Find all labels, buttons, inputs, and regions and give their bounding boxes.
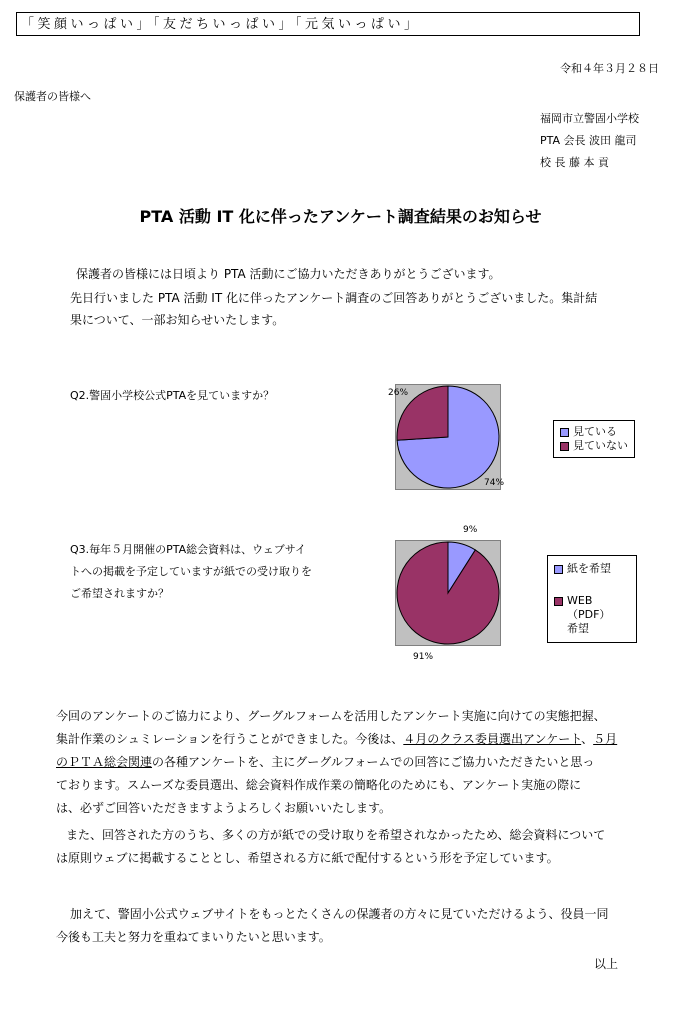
- q3-question-line-3: ご希望されますか？: [70, 587, 169, 600]
- closing-remark: 以上: [594, 957, 619, 971]
- addressee: 保護者の皆様へ: [14, 90, 91, 103]
- q3-question-line-2: トへの掲載を予定していますが紙での受け取りを: [70, 565, 312, 578]
- legend-swatch-paper: [554, 565, 563, 574]
- body-text: 集計作業のシュミレーションを行うことができました。今後は、: [56, 732, 404, 746]
- body-paragraph-2: [56, 824, 605, 870]
- legend-swatch-web: [554, 597, 563, 606]
- legend-label: 見ている: [573, 425, 617, 438]
- q3-legend-item: [554, 562, 630, 576]
- sender-pta-president: PTA 会長 波田 龍司: [540, 134, 637, 147]
- q2-pie-svg: [396, 385, 500, 489]
- q3-label-web: 91%: [413, 652, 434, 662]
- body-line: は、必ずご回答いただきますようよろしくお願いいたします。: [56, 801, 392, 815]
- document-date: 令和４年３月２８日: [560, 62, 659, 75]
- body-paragraph-1: [56, 705, 656, 820]
- body-line: は原則ウェブに掲載することとし、希望される方に紙で配付するという形を予定しています。: [56, 851, 559, 865]
- legend-swatch-viewing: [560, 428, 569, 437]
- q3-label-paper: 9%: [463, 525, 478, 535]
- body-line: [56, 751, 656, 774]
- q3-pie-svg: [396, 541, 500, 645]
- q2-label-viewing: 74%: [484, 478, 505, 488]
- body-line: 今後も工夫と努力を重ねてまいりたいと思います。: [56, 930, 331, 944]
- q3-question-line-1: Q3.毎年５月開催のPTA総会資料は、ウェブサイ: [70, 543, 306, 556]
- document-title: PTA 活動 IT 化に伴ったアンケート調査結果のお知らせ: [139, 207, 542, 226]
- legend-label-line-1: WEB（PDF）: [567, 594, 611, 621]
- q3-pie-chart: [395, 540, 501, 646]
- sender-school: 福岡市立警固小学校: [540, 112, 639, 125]
- legend-label: 見ていない: [573, 439, 628, 452]
- body-paragraph-3: [56, 903, 608, 949]
- intro-line-3: 果について、一部お知らせいたします。: [70, 313, 285, 327]
- q2-label-not-viewing: 26%: [388, 388, 409, 398]
- body-line: 加えて、警固小公式ウェブサイトをもっとたくさんの保護者の方々に見ていただけるよう、役員一同: [70, 907, 609, 921]
- q2-legend: [553, 420, 635, 458]
- legend-label: 紙を希望: [567, 562, 611, 575]
- intro-line-1: 保護者の皆様には日頃より PTA 活動にご協力いただきありがとうございます。: [76, 267, 501, 281]
- body-line: また、回答された方のうち、多くの方が紙での受け取りを希望されなかったため、総会資料について: [66, 828, 606, 842]
- legend-swatch-not-viewing: [560, 442, 569, 451]
- underlined-text: のＰＴＡ総会関連: [56, 755, 153, 769]
- legend-label-line-2: 希望: [567, 622, 589, 635]
- q2-pie-chart: [395, 384, 501, 490]
- sender-principal: 校 長 藤 本 貢: [540, 156, 609, 169]
- q3-pie-slice-1: [397, 542, 499, 644]
- body-text: の各種アンケートを、主にグーグルフォームでの回答にご協力いただきたいと思っ: [152, 755, 595, 769]
- q2-question: Q2.警固小学校公式PTAを見ていますか？: [70, 389, 275, 402]
- underlined-text: ５月: [593, 732, 618, 746]
- body-line: ております。スムーズな委員選出、総会資料作成作業の簡略化のためにも、アンケート実施の際に: [56, 778, 582, 792]
- q2-legend-item: [560, 439, 628, 453]
- q3-legend: [547, 555, 637, 643]
- body-text: 、: [581, 732, 594, 746]
- underlined-text: ４月のクラス委員選出アンケート: [403, 732, 582, 746]
- body-line: [56, 728, 656, 751]
- q2-legend-item: [560, 425, 628, 439]
- body-line: 今回のアンケートのご協力により、グーグルフォームを活用したアンケート実施に向けての実態把握、: [56, 709, 606, 723]
- legend-label: [567, 594, 630, 636]
- q3-legend-item: [554, 594, 630, 636]
- intro-line-2: 先日行いました PTA 活動 IT 化に伴ったアンケート調査のご回答ありがとうございました。集計結: [70, 291, 598, 305]
- slogan-banner: 「笑顔いっぱい」「友だちいっぱい」「元気いっぱい」: [16, 12, 640, 36]
